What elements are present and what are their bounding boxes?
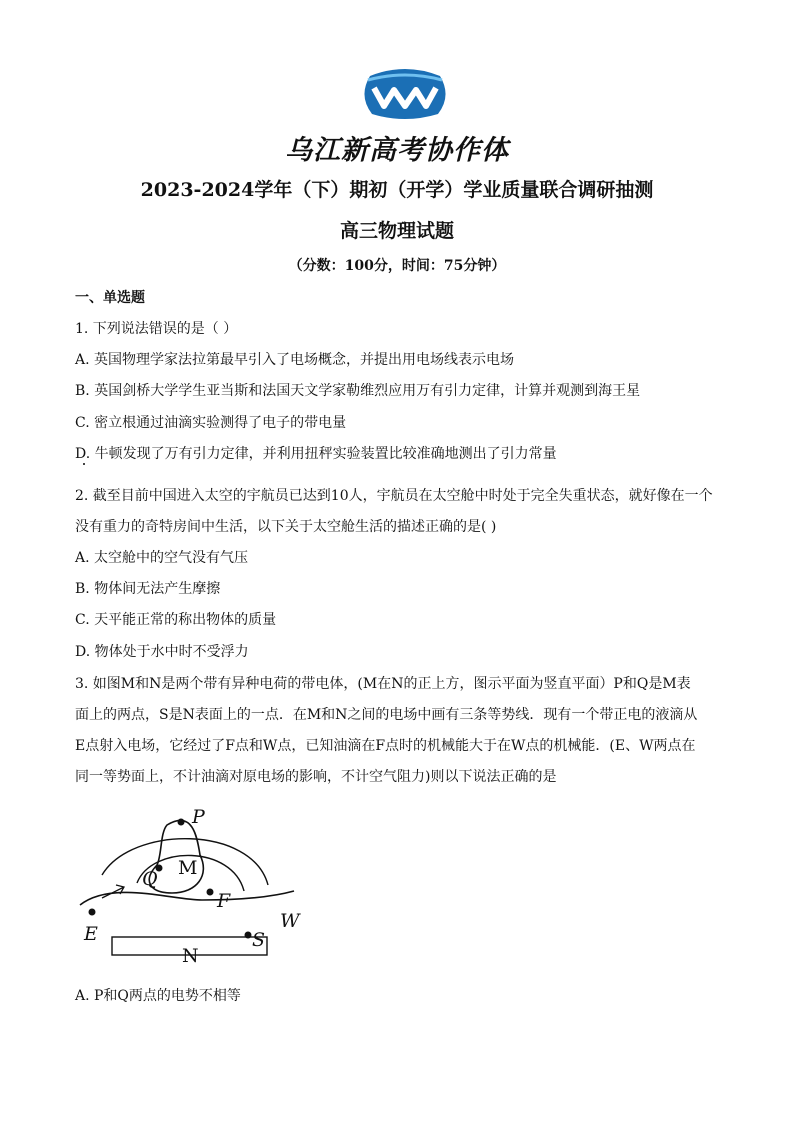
brand-name: 乌江新高考协作体 bbox=[285, 135, 509, 166]
stray-dot bbox=[83, 463, 85, 465]
page-subtitle: 高三物理试题 bbox=[339, 220, 454, 242]
question-3-stem-line2: 面上的两点，S是N表面上的一点．在M和N之间的电场中画有三条等势线．现有一个带正电的液滴从 bbox=[75, 707, 698, 723]
equipotential-line-outer bbox=[80, 867, 182, 905]
point-e bbox=[89, 909, 96, 916]
question-3-stem-line3: E点射入电场，它经过了F点和W点，已知油滴在F点时的机械能大于在W点的机械能．(E、W两点在 bbox=[75, 738, 696, 754]
question-2-stem-line2: 没有重力的奇特房间中生活，以下关于太空舱生活的描述正确的是( ) bbox=[75, 519, 497, 535]
wave-logo-icon bbox=[360, 68, 450, 120]
question-2-option-a: A. 太空舱中的空气没有气压 bbox=[75, 550, 249, 566]
question-1-stem: 1. 下列说法错误的是（ ） bbox=[75, 321, 238, 337]
question-2-option-d: D. 物体处于水中时不受浮力 bbox=[75, 644, 249, 660]
question-2-stem-line1: 2. 截至目前中国进入太空的宇航员已达到10人，宇航员在太空舱中时处于完全失重状态，就好像在一个 bbox=[75, 488, 713, 504]
point-p bbox=[178, 819, 185, 826]
question-3-stem-line4: 同一等势面上，不计油滴对原电场的影响，不计空气阻力)则以下说法正确的是 bbox=[75, 769, 557, 785]
question-1-option-c: C. 密立根通过油滴实验测得了电子的带电量 bbox=[75, 415, 347, 431]
label-w: W bbox=[280, 910, 300, 932]
label-q: Q bbox=[142, 868, 158, 890]
question-1-option-b: B. 英国剑桥大学学生亚当斯和法国天文学家勒维烈应用万有引力定律，计算并观测到海王星 bbox=[75, 383, 641, 399]
question-2-option-b: B. 物体间无法产生摩擦 bbox=[75, 581, 221, 597]
electric-field-figure bbox=[72, 805, 312, 975]
point-f bbox=[207, 889, 214, 896]
label-m: M bbox=[178, 857, 198, 879]
label-f: F bbox=[217, 890, 231, 912]
label-n: N bbox=[182, 945, 199, 967]
question-2-option-c: C. 天平能正常的称出物体的质量 bbox=[75, 612, 277, 628]
question-1-option-a: A. 英国物理学家法拉第最早引入了电场概念，并提出用电场线表示电场 bbox=[75, 352, 515, 368]
page-title: 2023-2024学年（下）期初（开学）学业质量联合调研抽测 bbox=[140, 179, 654, 201]
label-e: E bbox=[84, 923, 98, 945]
question-1-option-d: D. 牛顿发现了万有引力定律，并利用扭秤实验装置比较准确地测出了引力常量 bbox=[75, 446, 557, 462]
label-s: S bbox=[252, 929, 266, 951]
point-s bbox=[245, 932, 252, 939]
exam-info: （分数：100分，时间：75分钟） bbox=[288, 258, 506, 274]
question-3-option-a: A. P和Q两点的电势不相等 bbox=[75, 988, 241, 1004]
section-heading: 一、单选题 bbox=[75, 290, 145, 306]
label-p: P bbox=[192, 806, 205, 828]
question-3-stem-line1: 3. 如图M和N是两个带有异种电荷的带电体，(M在N的正上方，图示平面为竖直平面）P和Q是M表 bbox=[75, 676, 691, 692]
trajectory-arrow bbox=[102, 885, 124, 898]
